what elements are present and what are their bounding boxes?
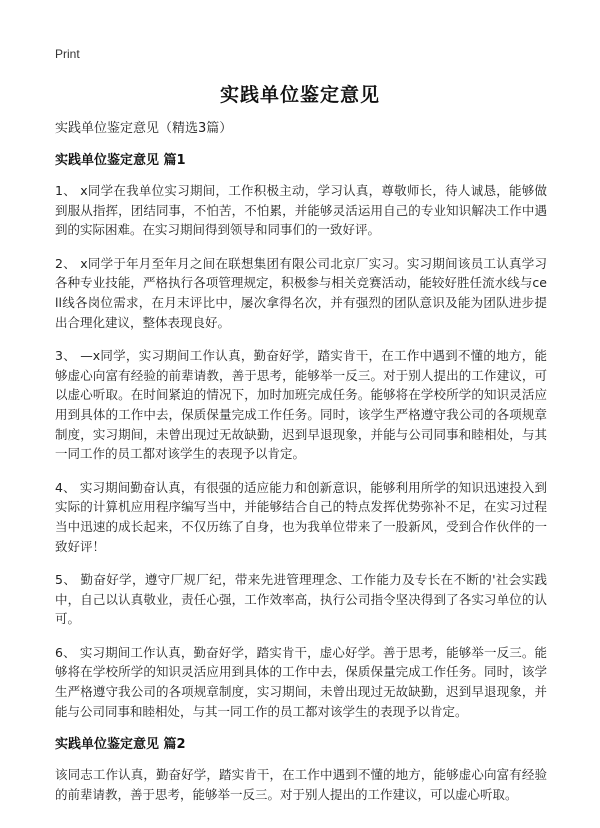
print-link[interactable]: Print [55, 47, 80, 61]
document-subtitle: 实践单位鉴定意见（精选3篇） [55, 121, 233, 136]
page-title: 实践单位鉴定意见 [219, 84, 380, 106]
paragraph: 6、 实习期间工作认真，勤奋好学，踏实肯干，虚心好学。善于思考，能够举一反三。能够将在学校所学的知识灵活应用到具体的工作中去，保质保量完成工作任务。同时，该学生严格遵守我公司的各项规章制度，实习期间，未曾出现过无故缺勤，迟到早退现象，并能与公司同事和睦相处，与其一同工作的员工都对该学生的表现予以肯定。 [55, 644, 547, 719]
paragraph: 4、 实习期间勤奋认真，有很强的适应能力和创新意识，能够利用所学的知识迅速投入到实际的计算机应用程序编写当中，并能够结合自己的特点发挥优势弥补不足，在实习过程当中迅速的成长起来，不仅历练了自身，也为我单位带来了一股新风，受到合作伙伴的一致好评！ [55, 479, 547, 554]
paragraph: 1、 x同学在我单位实习期间，工作积极主动，学习认真，尊敬师长，待人诚恳，能够做到服从指挥，团结同事，不怕苦，不怕累，并能够灵活运用自己的专业知识解决工作中遇到的实际困难。在实习期间得到领导和同事们的一致好评。 [55, 183, 547, 238]
paragraph: 3、 —x同学，实习期间工作认真，勤奋好学，踏实肯干，在工作中遇到不懂的地方，能够虚心向富有经验的前辈请教，善于思考，能够举一反三。对于别人提出的工作建议，可以虚心听取。在时间紧迫的情况下，加时加班完成任务。能够将在学校所学的知识灵活应用到具体的工作中去，保质保量完成工作任务。同时，该学生严格遵守我公司的各项规章制度，实习期间，未曾出现过无故缺勤，迟到早退现象，并能与公司同事和睦相处，与其一同工作的员工都对该学生的表现予以肯定。 [55, 348, 547, 462]
document-body [55, 119, 547, 818]
section-heading-2: 实践单位鉴定意见 篇2 [55, 737, 186, 753]
paragraph: 2、 x同学于年月至年月之间在联想集团有限公司北京厂实习。实习期间该员工认真学习各种专业技能，严格执行各项管理规定，积极参与相关竞赛活动，能较好胜任流水线与cell线各岗位需求，在月末评比中，屡次拿得名次，并有强烈的团队意识及能为团队进步提出合理化建议，整体表现良好。 [55, 255, 547, 330]
section-heading-1: 实践单位鉴定意见 篇1 [55, 153, 186, 168]
paragraph: 该同志工作认真，勤奋好学，踏实肯干，在工作中遇到不懂的地方，能够虚心向富有经验的前辈请教，善于思考，能够举一反三。对于别人提出的工作建议，可以虚心听取。 [55, 767, 547, 802]
paragraph: 5、 勤奋好学，遵守厂规厂纪，带来先进管理理念、工作能力及专长在不断的'社会实践中，自己以认真敬业，责任心强，工作效率高，执行公司指令坚决得到了各实习单位的认可。 [55, 572, 547, 627]
